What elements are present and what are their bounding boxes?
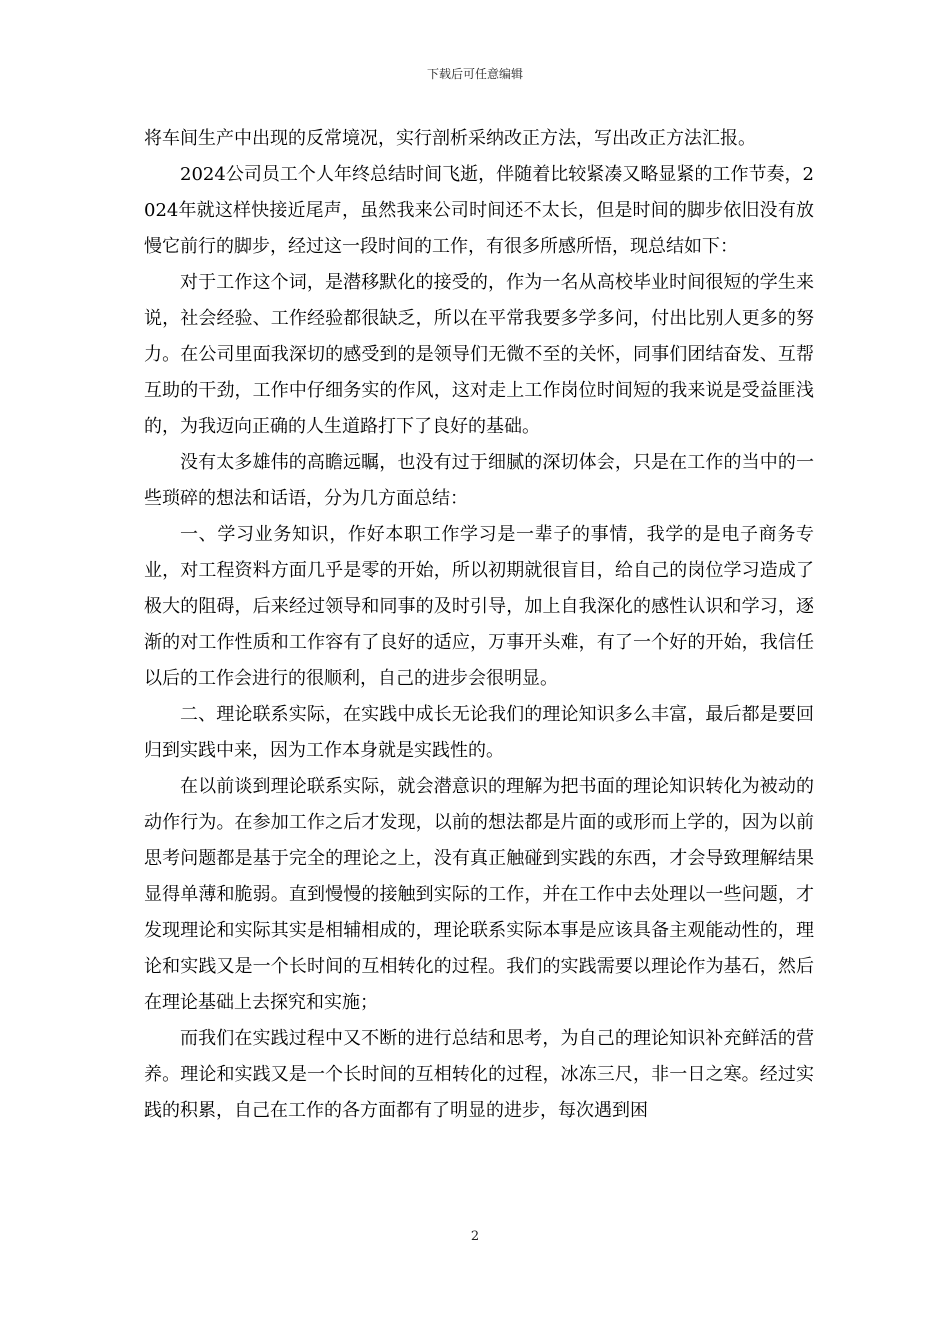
page-header: 下载后可任意编辑 [426,67,523,81]
paragraph-section-two: 二、理论联系实际，在实践中成长无论我们的理论知识多么丰富，最后都是要回归到实践中来，因为工作本身就是实践性的。 [144,704,814,761]
paragraph-section-one: 一、学习业务知识，作好本职工作学习是一辈子的事情，我学的是电子商务专业，对工程资料方面几乎是零的开始，所以初期就很盲目，给自己的岗位学习造成了极大的阻碍，后来经过领导和同事的及时引导，加上自我深化的感性认识和学习，逐渐的对工作性质和工作容有了良好的适应，万事开头难，有了一个好的开始，我信任以后的工作会进行的很顺利，自己的进步会很明显。 [144,524,814,689]
page-number: 2 [470,1229,480,1244]
paragraph-work-attitude: 对于工作这个词，是潜移默化的接受的，作为一名从高校毕业时间很短的学生来说，社会经验、工作经验都很缺乏，所以在平常我要多学多问，付出比别人更多的努力。在公司里面我深切的感受到的是领导们无微不至的关怀，同事们团结奋发、互帮互助的干劲，工作中仔细务实的作风，这对走上工作岗位时间短的我来说是受益匪浅的，为我迈向正确的人生道路打下了良好的基础。 [144,272,814,437]
paragraph-reflection: 而我们在实践过程中又不断的进行总结和思考，为自己的理论知识补充鲜活的营养。理论和实践又是一个长时间的互相转化的过程，冰冻三尺，非一日之寒。经过实践的积累，自己在工作的各方面都有了明显的进步，每次遇到困 [144,1028,814,1121]
paragraph-theory-practice: 在以前谈到理论联系实际，就会潜意识的理解为把书面的理论知识转化为被动的动作行为。在参加工作之后才发现，以前的想法都是片面的或形而上学的，因为以前思考问题都是基于完全的理论之上，没有真正触碰到实践的东西，才会导致理解结果显得单薄和脆弱。直到慢慢的接触到实际的工作，并在工作中去处理以一些问题，才发现理论和实际其实是相辅相成的，理论联系实际本事是应该具备主观能动性的，理论和实践又是一个长时间的互相转化的过程。我们的实践需要以理论作为基石，然后在理论基础上去探究和实施； [144,776,814,1013]
paragraph-continuation: 将车间生产中出现的反常境况，实行剖析采纳改正方法，写出改正方法汇报。 [144,128,756,149]
document-body [144,121,814,1129]
paragraph-summary-lead: 没有太多雄伟的高瞻远瞩，也没有过于细腻的深切体会，只是在工作的当中的一些琐碎的想法和话语，分为几方面总结： [144,452,814,509]
paragraph-intro: 2024公司员工个人年终总结时间飞逝，伴随着比较紧凑又略显紧的工作节奏，2024年就这样快接近尾声，虽然我来公司时间还不太长，但是时间的脚步依旧没有放慢它前行的脚步，经过这一段时间的工作，有很多所感所悟，现总结如下： [144,164,814,257]
